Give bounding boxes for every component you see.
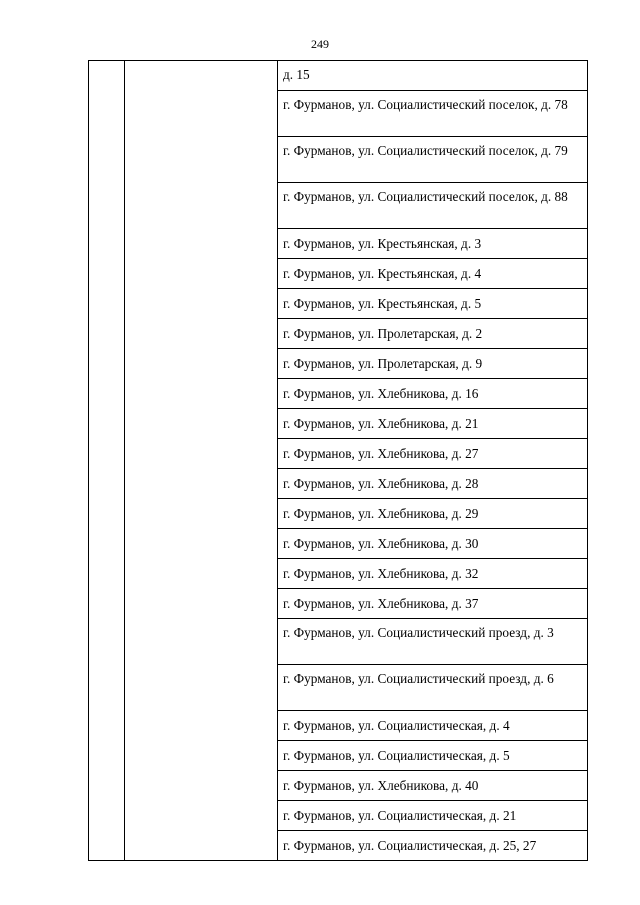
address-text: г. Фурманов, ул. Социалистическая, д. 4 [283,718,510,733]
address-text: г. Фурманов, ул. Хлебникова, д. 40 [283,778,479,793]
address-cell [278,559,588,589]
address-text: г. Фурманов, ул. Хлебникова, д. 16 [283,386,479,401]
address-cell [278,619,588,665]
address-text: г. Фурманов, ул. Хлебникова, д. 32 [283,566,479,581]
table-row [89,61,588,91]
address-cell [278,289,588,319]
address-cell [278,529,588,559]
address-text: г. Фурманов, ул. Хлебникова, д. 29 [283,506,479,521]
address-text: г. Фурманов, ул. Хлебникова, д. 30 [283,536,479,551]
address-cell [278,589,588,619]
address-text: г. Фурманов, ул. Крестьянская, д. 3 [283,236,482,251]
address-text: г. Фурманов, ул. Социалистический поселок, д. 78 [283,97,568,112]
address-text: г. Фурманов, ул. Социалистическая, д. 25, 27 [283,838,537,853]
address-cell [278,229,588,259]
address-cell [278,771,588,801]
number-column-cell [89,61,125,861]
address-text: г. Фурманов, ул. Хлебникова, д. 21 [283,416,479,431]
address-cell [278,831,588,861]
address-cell [278,319,588,349]
address-cell [278,801,588,831]
address-cell [278,259,588,289]
address-text: г. Фурманов, ул. Социалистический проезд, д. 6 [283,671,554,686]
address-cell [278,137,588,183]
address-text: г. Фурманов, ул. Крестьянская, д. 5 [283,296,482,311]
address-cell [278,91,588,137]
address-cell [278,665,588,711]
address-text: г. Фурманов, ул. Пролетарская, д. 2 [283,326,483,341]
address-cell [278,349,588,379]
address-cell [278,61,588,91]
address-cell [278,409,588,439]
address-cell [278,711,588,741]
address-text: г. Фурманов, ул. Социалистическая, д. 21 [283,808,517,823]
address-text: д. 15 [283,67,310,82]
page-number: 249 [311,37,329,51]
address-text: г. Фурманов, ул. Хлебникова, д. 27 [283,446,479,461]
address-table [88,60,588,861]
address-cell [278,469,588,499]
address-cell [278,183,588,229]
address-cell [278,741,588,771]
address-text: г. Фурманов, ул. Социалистический поселок, д. 88 [283,189,568,204]
address-cell [278,379,588,409]
address-text: г. Фурманов, ул. Хлебникова, д. 37 [283,596,479,611]
address-text: г. Фурманов, ул. Социалистический проезд, д. 3 [283,625,554,640]
name-column-cell [125,61,278,861]
address-text: г. Фурманов, ул. Хлебникова, д. 28 [283,476,479,491]
address-text: г. Фурманов, ул. Пролетарская, д. 9 [283,356,483,371]
address-text: г. Фурманов, ул. Социалистическая, д. 5 [283,748,510,763]
address-table-container [88,60,587,861]
address-text: г. Фурманов, ул. Социалистический поселок, д. 79 [283,143,568,158]
address-table-body [89,61,588,861]
address-cell [278,499,588,529]
address-cell [278,439,588,469]
address-text: г. Фурманов, ул. Крестьянская, д. 4 [283,266,482,281]
